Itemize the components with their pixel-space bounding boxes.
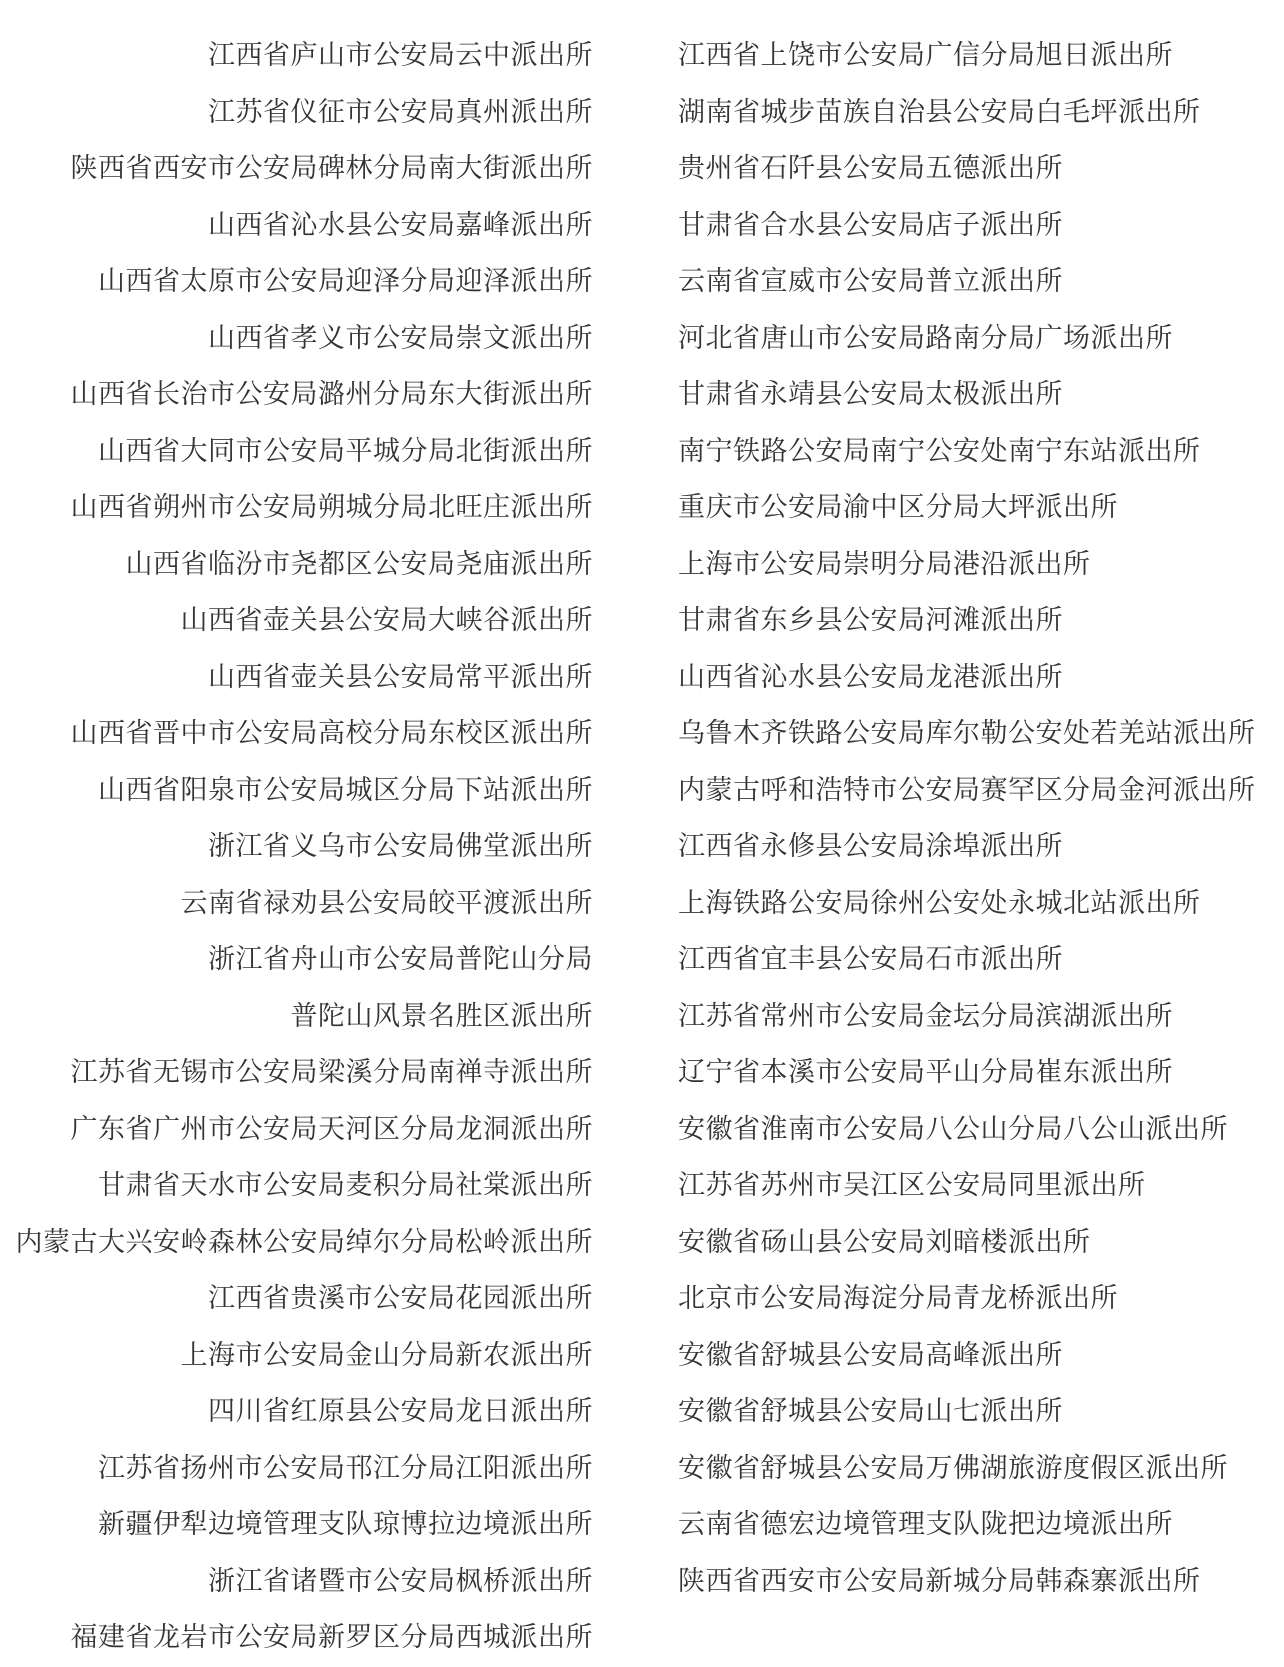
list-item: 云南省禄劝县公安局皎平渡派出所 (180, 887, 593, 919)
list-item: 安徽省淮南市公安局八公山分局八公山派出所 (678, 1113, 1228, 1145)
list-item: 浙江省舟山市公安局普陀山分局 (208, 944, 593, 975)
list-item: 河北省唐山市公安局路南分局广场派出所 (678, 322, 1173, 354)
list-item: 江苏省无锡市公安局梁溪分局南禅寺派出所 (70, 1057, 593, 1088)
list-item: 辽宁省本溪市公安局平山分局崔东派出所 (678, 1057, 1173, 1088)
list-item: 山西省长治市公安局潞州分局东大街派出所 (70, 379, 593, 410)
left-column-list (0, 28, 593, 1667)
list-item: 安徽省舒城县公安局高峰派出所 (678, 1339, 1063, 1371)
list-item: 陕西省西安市公安局碑林分局南大街派出所 (70, 153, 593, 184)
list-item: 南宁铁路公安局南宁公安处南宁东站派出所 (678, 435, 1201, 467)
list-item: 北京市公安局海淀分局青龙桥派出所 (678, 1283, 1118, 1314)
list-item: 山西省壶关县公安局常平派出所 (208, 661, 593, 693)
list-item: 江苏省苏州市吴江区公安局同里派出所 (678, 1170, 1146, 1201)
list-item: 浙江省义乌市公安局佛堂派出所 (208, 831, 593, 862)
list-item: 山西省太原市公安局迎泽分局迎泽派出所 (98, 266, 593, 297)
list-item: 云南省德宏边境管理支队陇把边境派出所 (678, 1509, 1173, 1540)
list-item: 内蒙古呼和浩特市公安局赛罕区分局金河派出所 (678, 774, 1256, 806)
list-item: 甘肃省东乡县公安局河滩派出所 (678, 605, 1063, 636)
list-item: 江西省贵溪市公安局花园派出所 (208, 1283, 593, 1314)
list-item: 安徽省舒城县公安局万佛湖旅游度假区派出所 (678, 1452, 1228, 1484)
list-item: 普陀山风景名胜区派出所 (290, 1000, 593, 1032)
list-item: 陕西省西安市公安局新城分局韩森寨派出所 (678, 1565, 1201, 1597)
list-item: 江苏省常州市公安局金坛分局滨湖派出所 (678, 1000, 1173, 1032)
list-item: 山西省临汾市尧都区公安局尧庙派出所 (125, 548, 593, 580)
list-item: 山西省阳泉市公安局城区分局下站派出所 (98, 774, 593, 806)
right-column-list (678, 28, 1284, 1610)
list-item: 江西省永修县公安局涂埠派出所 (678, 831, 1063, 862)
list-item: 江西省庐山市公安局云中派出所 (208, 40, 593, 71)
list-item: 云南省宣威市公安局普立派出所 (678, 266, 1063, 297)
list-item: 安徽省舒城县公安局山七派出所 (678, 1396, 1063, 1427)
list-item: 山西省孝义市公安局崇文派出所 (208, 322, 593, 354)
list-item: 甘肃省天水市公安局麦积分局社棠派出所 (98, 1170, 593, 1201)
list-item: 内蒙古大兴安岭森林公安局绰尔分局松岭派出所 (15, 1226, 593, 1258)
list-item: 江苏省仪征市公安局真州派出所 (208, 96, 593, 128)
list-item: 福建省龙岩市公安局新罗区分局西城派出所 (70, 1622, 593, 1653)
list-item: 浙江省诸暨市公安局枫桥派出所 (208, 1565, 593, 1597)
list-item: 广东省广州市公安局天河区分局龙洞派出所 (70, 1113, 593, 1145)
list-item: 上海铁路公安局徐州公安处永城北站派出所 (678, 887, 1201, 919)
list-item: 乌鲁木齐铁路公安局库尔勒公安处若羌站派出所 (678, 718, 1256, 749)
list-item: 山西省沁水县公安局嘉峰派出所 (208, 209, 593, 241)
list-item: 江西省上饶市公安局广信分局旭日派出所 (678, 40, 1173, 71)
list-item: 上海市公安局金山分局新农派出所 (180, 1339, 593, 1371)
list-item: 上海市公安局崇明分局港沿派出所 (678, 548, 1091, 580)
list-item: 甘肃省永靖县公安局太极派出所 (678, 379, 1063, 410)
list-item: 新疆伊犁边境管理支队琼博拉边境派出所 (98, 1509, 593, 1540)
list-item: 贵州省石阡县公安局五德派出所 (678, 153, 1063, 184)
list-item: 江苏省扬州市公安局邗江分局江阳派出所 (98, 1452, 593, 1484)
list-item: 山西省沁水县公安局龙港派出所 (678, 661, 1063, 693)
list-item: 山西省朔州市公安局朔城分局北旺庄派出所 (70, 492, 593, 523)
list-item: 湖南省城步苗族自治县公安局白毛坪派出所 (678, 96, 1201, 128)
list-item: 山西省壶关县公安局大峡谷派出所 (180, 605, 593, 636)
list-item: 山西省晋中市公安局高校分局东校区派出所 (70, 718, 593, 749)
list-item: 重庆市公安局渝中区分局大坪派出所 (678, 492, 1118, 523)
list-item: 江西省宜丰县公安局石市派出所 (678, 944, 1063, 975)
list-item: 甘肃省合水县公安局店子派出所 (678, 209, 1063, 241)
list-item: 四川省红原县公安局龙日派出所 (208, 1396, 593, 1427)
list-item: 安徽省砀山县公安局刘暗楼派出所 (678, 1226, 1091, 1258)
list-item: 山西省大同市公安局平城分局北街派出所 (98, 435, 593, 467)
